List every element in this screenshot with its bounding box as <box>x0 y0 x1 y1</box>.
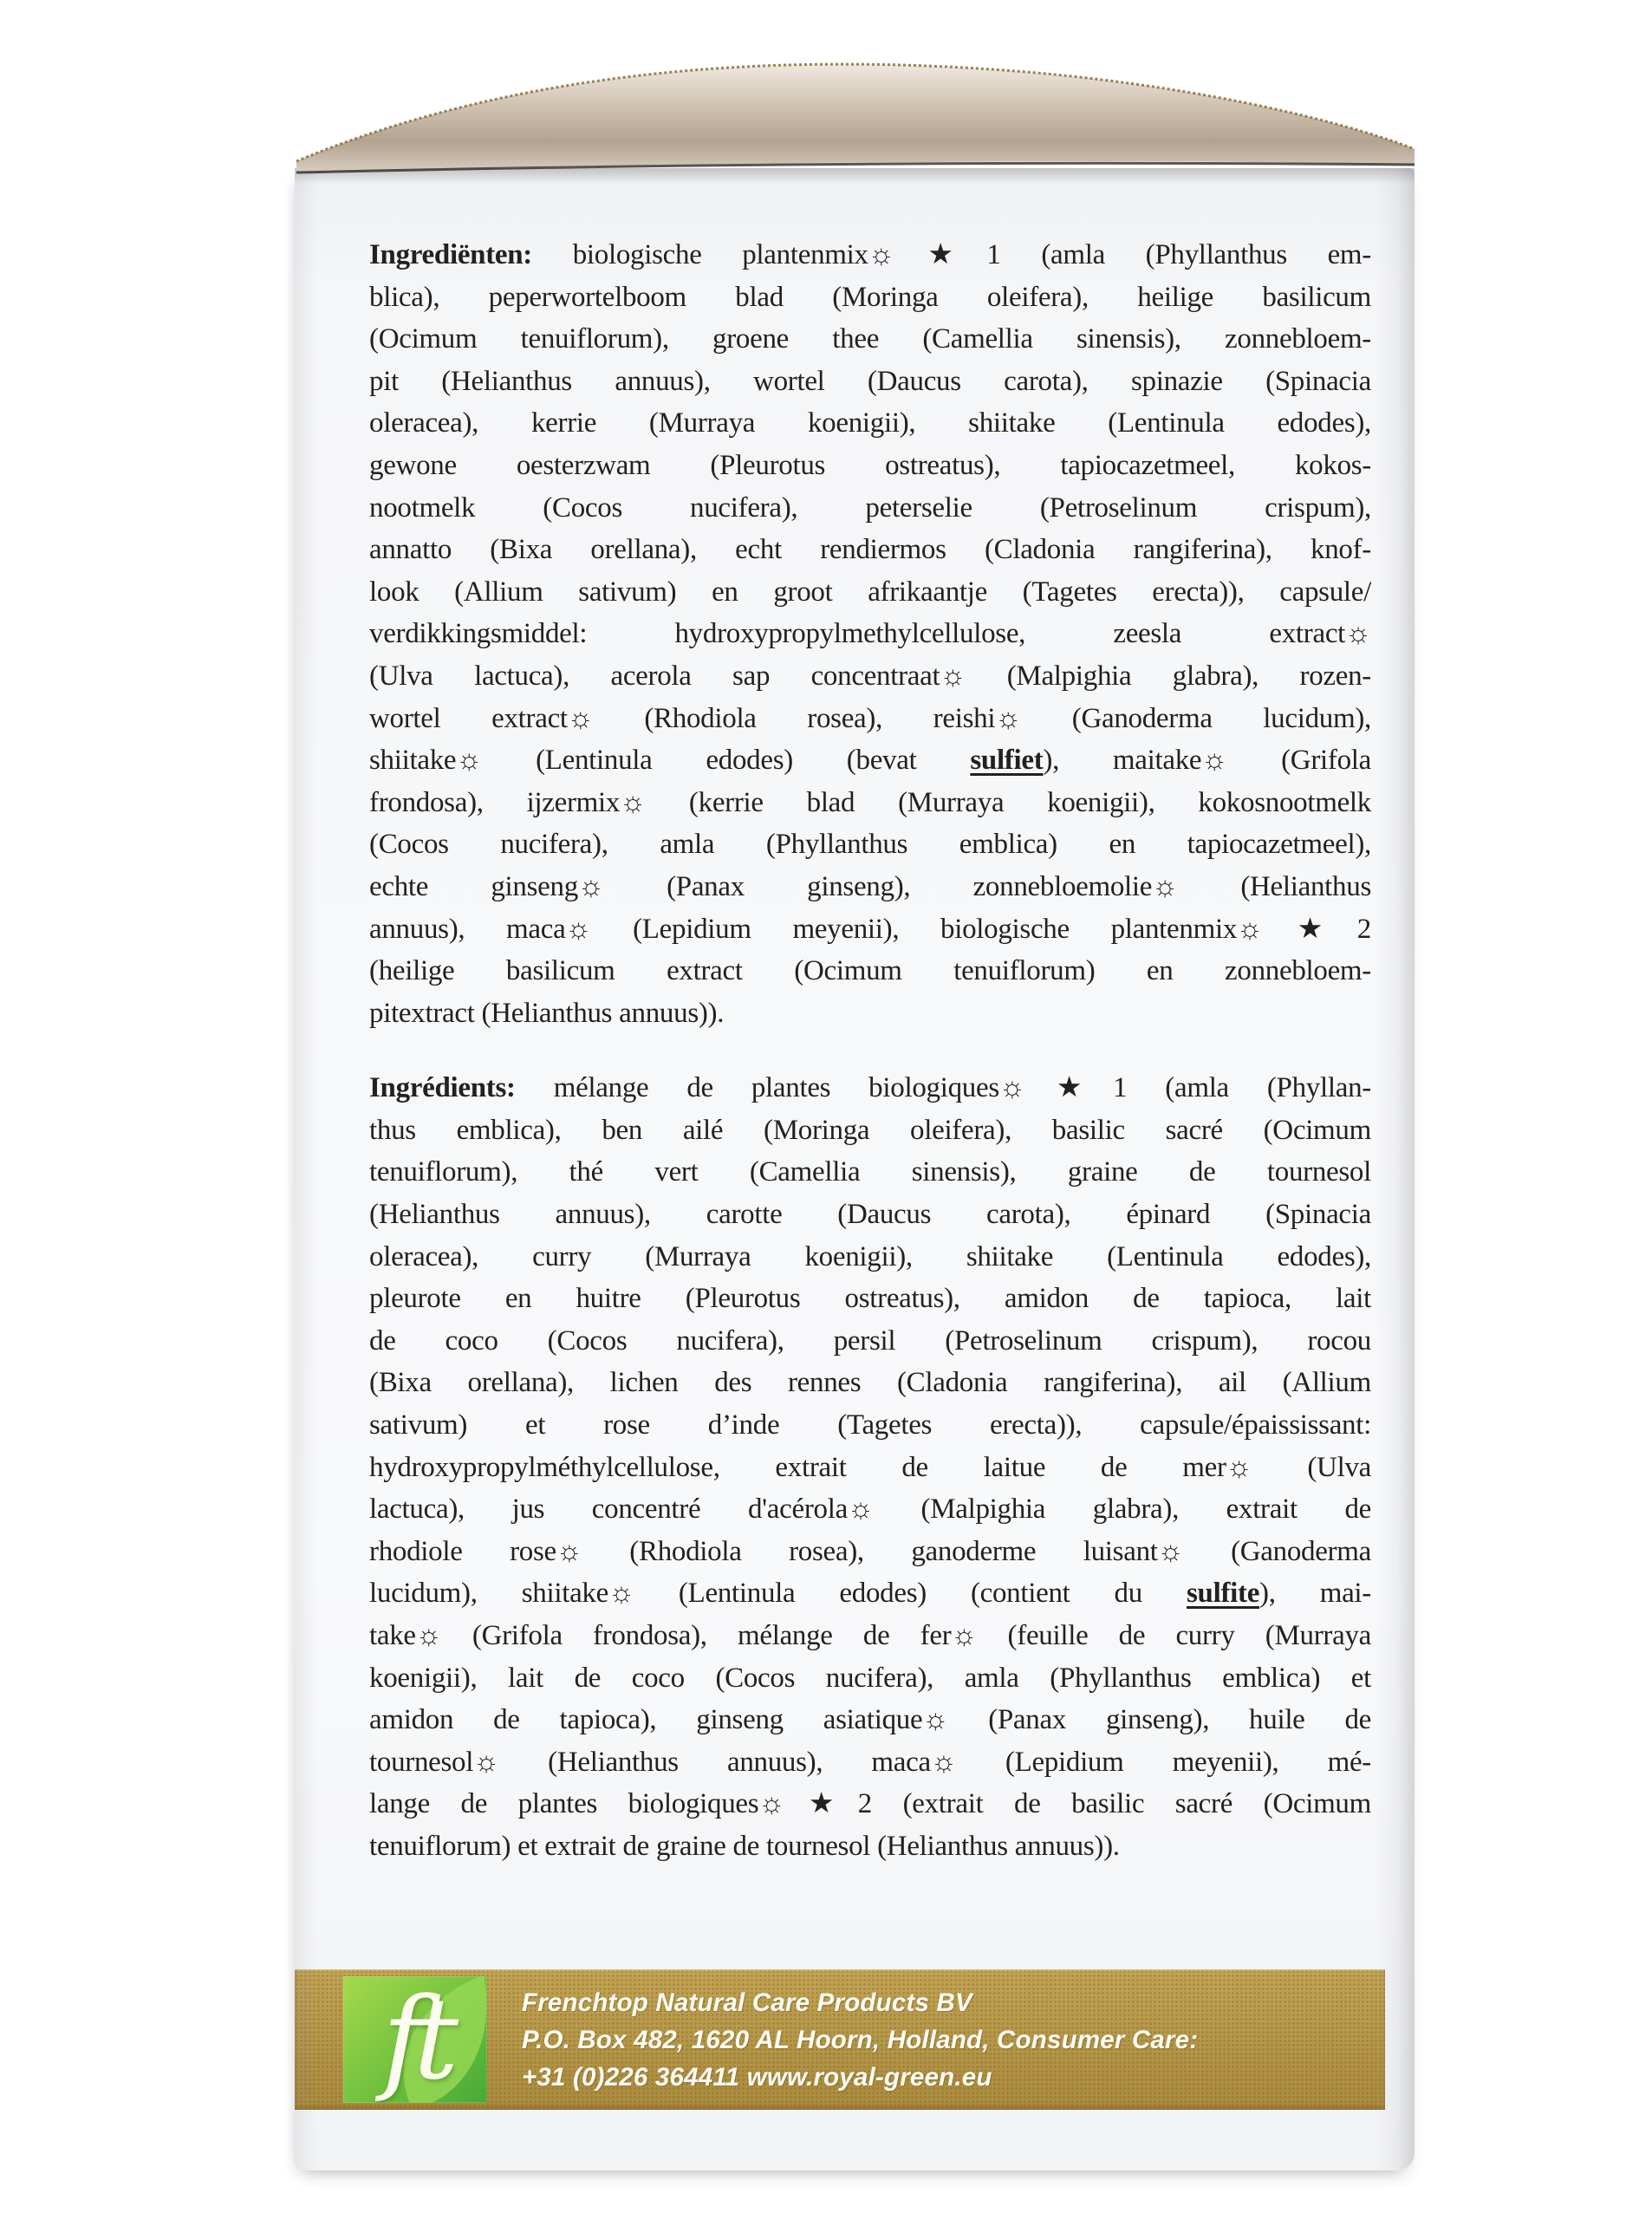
text-segment: annatto (Bixa orellana), echt rendiermos (Cladonia rangiferina), knof- <box>369 534 1371 566</box>
ingredients-paragraph-nl <box>369 234 1371 1034</box>
ingredient-text-line <box>369 234 1371 277</box>
text-segment: lactuca), jus concentré d'acérola☼ (Malpighia glabra), extrait de <box>369 1493 1371 1526</box>
text-segment: (heilige basilicum extract (Ocimum tenuiflorum) en zonnebloem- <box>369 955 1371 987</box>
text-segment: take☼ (Grifola frondosa), mélange de fer☼ (feuille de curry (Murraya <box>369 1620 1371 1651</box>
ingredient-text-line <box>369 1151 1371 1194</box>
ingredient-text-line <box>369 613 1371 655</box>
ingredient-text-line <box>369 698 1371 740</box>
text-segment: blica), peperwortelboom blad (Moringa oleifera), heilige basilicum <box>369 281 1371 313</box>
ingredient-text-line <box>369 277 1371 319</box>
ingredient-text-line <box>369 1488 1371 1531</box>
footer-address-line: P.O. Box 482, 1620 AL Hoorn, Holland, Consumer Care: <box>522 2026 1199 2054</box>
ingredient-text-line <box>369 1067 1371 1110</box>
text-segment: rhodiole rose☼ (Rhodiola rosea), ganoderme luisant☼ (Ganoderma <box>369 1535 1371 1567</box>
ingredient-text-line <box>369 529 1371 571</box>
emphasized-text: sulfiet <box>970 745 1044 777</box>
text-segment: tenuiflorum), thé vert (Camellia sinensis), graine de tournesol <box>369 1156 1371 1188</box>
text-segment: look (Allium sativum) en groot afrikaantje (Tagetes erecta)), capsule/ <box>369 576 1371 608</box>
footer-company-line: Frenchtop Natural Care Products BV <box>522 1988 972 2017</box>
ingredient-text-line <box>369 1699 1371 1741</box>
text-segment: oleracea), curry (Murraya koenigii), shiitake (Lentinula edodes), <box>369 1240 1371 1272</box>
text-segment: (Helianthus annuus), carotte (Daucus carota), épinard (Spinacia <box>369 1199 1371 1231</box>
text-segment: pit (Helianthus annuus), wortel (Daucus carota), spinazie (Spinacia <box>369 365 1371 397</box>
ingredient-text-line <box>369 739 1371 782</box>
text-segment: annuus), maca☼ (Lepidium meyenii), biologische plantenmix☼★2 <box>369 913 1371 945</box>
footer-address <box>522 1984 1198 2096</box>
ingredient-text-line <box>369 1615 1371 1657</box>
ingredient-text-line <box>369 445 1371 487</box>
text-segment: nootmelk (Cocos nucifera), peterselie (Petroselinum crispum), <box>369 491 1371 524</box>
emphasized-text: sulfite <box>1186 1578 1260 1610</box>
ingredient-text-line <box>369 571 1371 614</box>
ingredient-text-line <box>369 1657 1371 1700</box>
product-box <box>295 168 1415 2170</box>
box-left-edge-shading <box>295 168 317 2170</box>
text-segment: echte ginseng☼ (Panax ginseng), zonnebloemolie☼ (Helianthus <box>369 870 1371 902</box>
footer-contact-line: +31 (0)226 364411 www.royal-green.eu <box>522 2063 992 2092</box>
text-segment: verdikkingsmiddel: hydroxypropylmethylcellulose, zeesla extract☼ <box>369 618 1371 650</box>
ingredient-text-line <box>369 823 1371 866</box>
flap-body <box>296 64 1415 172</box>
text-segment: hydroxypropylméthylcellulose, extrait de laitue de mer☼ (Ulva <box>369 1451 1371 1483</box>
text-segment: (Bixa orellana), lichen des rennes (Cladonia rangiferina), ail (Allium <box>369 1367 1371 1399</box>
ingredient-text-line <box>369 1320 1371 1363</box>
ingredient-text-line <box>369 1741 1371 1784</box>
ingredient-text-line <box>369 1110 1371 1152</box>
ingredient-text-line <box>369 1531 1371 1573</box>
emphasized-text: Ingrediënten: <box>369 239 532 270</box>
text-segment: mélange de plantes biologiques☼★1 (amla (Phyllan- <box>515 1072 1371 1104</box>
text-segment: pleurote en huitre (Pleurotus ostreatus), amidon de tapioca, lait <box>369 1283 1371 1315</box>
ingredient-text-line <box>369 487 1371 530</box>
ingredient-text-line <box>369 361 1371 403</box>
ingredient-text-line <box>369 318 1371 361</box>
footer-band <box>295 1969 1385 2110</box>
text-segment: (Ulva lactuca), acerola sap concentraat☼ (Malpighia glabra), rozen- <box>369 660 1371 692</box>
text-segment: biologische plantenmix☼★1 (amla (Phyllanthus em- <box>532 239 1371 270</box>
ingredient-text-line <box>369 1572 1371 1615</box>
ingredient-text-line <box>369 866 1371 908</box>
ingredient-text-line <box>369 908 1371 951</box>
ingredient-text-line <box>369 782 1371 824</box>
ingredient-text-line <box>369 1404 1371 1447</box>
text-segment: sativum) et rose d’inde (Tagetes erecta)), capsule/épaississant: <box>369 1409 1371 1441</box>
text-segment: shiitake☼ (Lentinula edodes) (bevat <box>369 745 971 777</box>
ingredient-text-line <box>369 1278 1371 1320</box>
text-segment: tenuiflorum) et extrait de graine de tournesol (Helianthus annuus)). <box>369 1830 1120 1862</box>
text-segment: tournesol☼ (Helianthus annuus), maca☼ (Lepidium meyenii), mé- <box>369 1746 1371 1778</box>
text-segment: oleracea), kerrie (Murraya koenigii), shiitake (Lentinula edodes), <box>369 407 1371 439</box>
text-segment: wortel extract☼ (Rhodiola rosea), reishi☼ (Ganoderma lucidum), <box>369 702 1371 734</box>
text-segment: lucidum), shiitake☼ (Lentinula edodes) (contient du <box>369 1578 1187 1610</box>
text-segment: amidon de tapioca), ginseng asiatique☼ (Panax ginseng), huile de <box>369 1704 1371 1736</box>
emphasized-text: Ingrédients: <box>369 1072 516 1104</box>
text-segment: thus emblica), ben ailé (Moringa oleifera), basilic sacré (Ocimum <box>369 1114 1371 1146</box>
ingredient-text-line <box>369 1447 1371 1489</box>
box-top-flap <box>291 50 1420 182</box>
text-segment: frondosa), ijzermix☼ (kerrie blad (Murraya koenigii), kokosnootmelk <box>369 786 1371 818</box>
ingredient-text-line <box>369 1783 1371 1825</box>
text-segment: de coco (Cocos nucifera), persil (Petroselinum crispum), rocou <box>369 1324 1371 1357</box>
ingredients-paragraph-fr <box>369 1067 1371 1867</box>
ft-logo-text: ft <box>381 1976 449 2103</box>
ft-logo-square <box>343 1976 487 2103</box>
ingredient-text-line <box>369 950 1371 992</box>
ingredient-text-line <box>369 655 1371 698</box>
ingredient-text-line <box>369 992 1371 1035</box>
ingredients-panel <box>369 234 1371 1868</box>
ingredient-text-line <box>369 1236 1371 1279</box>
text-segment: lange de plantes biologiques☼★2 (extrait de basilic sacré (Ocimum <box>369 1788 1371 1820</box>
text-segment: (Ocimum tenuiflorum), groene thee (Camellia sinensis), zonnebloem- <box>369 323 1371 355</box>
ingredient-text-line <box>369 1825 1371 1868</box>
box-right-edge-shading <box>1375 168 1415 2170</box>
ingredient-text-line <box>369 1362 1371 1404</box>
text-segment: pitextract (Helianthus annuus)). <box>369 997 725 1029</box>
text-segment: gewone oesterzwam (Pleurotus ostreatus), tapiocazetmeel, kokos- <box>369 449 1371 481</box>
ingredient-text-line <box>369 402 1371 445</box>
text-segment: ), mai- <box>1259 1578 1371 1610</box>
ingredient-text-line <box>369 1194 1371 1236</box>
text-segment: koenigii), lait de coco (Cocos nucifera), amla (Phyllanthus emblica) et <box>369 1662 1371 1694</box>
text-segment: ), maitake☼ (Grifola <box>1043 745 1371 777</box>
text-segment: (Cocos nucifera), amla (Phyllanthus emblica) en tapiocazetmeel), <box>369 829 1371 861</box>
